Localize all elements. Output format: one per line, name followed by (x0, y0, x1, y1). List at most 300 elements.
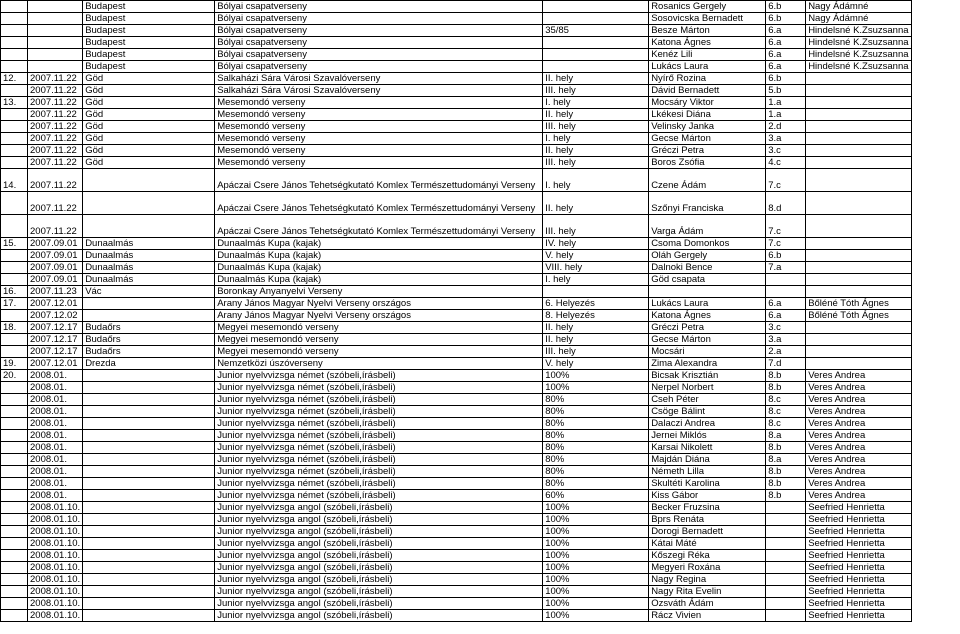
city-cell: Budapest (83, 37, 215, 49)
entry-number-cell (1, 145, 28, 157)
competition-cell: Nemzetközi úszóverseny (215, 358, 543, 370)
date-cell: 2007.12.17 (28, 322, 83, 334)
city-cell: Göd (83, 73, 215, 85)
city-cell (83, 478, 215, 490)
class-cell (766, 286, 806, 298)
class-cell: 8.c (766, 418, 806, 430)
student-name-cell: Zima Alexandra (649, 358, 766, 370)
competition-cell: Junior nyelvvizsga angol (szóbeli,írásbeli) (215, 550, 543, 562)
competition-cell: Junior nyelvvizsga angol (szóbeli,írásbeli) (215, 610, 543, 622)
result-cell: II. hely (543, 192, 649, 215)
entry-number-cell (1, 250, 28, 262)
table-row (1, 97, 912, 109)
entry-number-cell: 12. (1, 73, 28, 85)
table-row (1, 562, 912, 574)
date-cell: 2008.01. (28, 490, 83, 502)
teacher-cell: Veres Andrea (806, 382, 912, 394)
city-cell (83, 215, 215, 238)
teacher-cell (806, 97, 912, 109)
teacher-cell: Veres Andrea (806, 394, 912, 406)
student-name-cell: Csöge Bálint (649, 406, 766, 418)
date-cell: 2007.11.22 (28, 97, 83, 109)
date-cell: 2007.11.22 (28, 157, 83, 169)
table-row (1, 25, 912, 37)
entry-number-cell (1, 550, 28, 562)
student-name-cell: Megyeri Roxána (649, 562, 766, 574)
result-cell (543, 37, 649, 49)
results-table-body (1, 1, 912, 622)
city-cell: Göd (83, 121, 215, 133)
teacher-cell (806, 169, 912, 192)
table-row (1, 37, 912, 49)
class-cell (766, 598, 806, 610)
entry-number-cell (1, 514, 28, 526)
table-row (1, 478, 912, 490)
city-cell: Budapest (83, 13, 215, 25)
student-name-cell: Csoma Domonkos (649, 238, 766, 250)
result-cell: 100% (543, 610, 649, 622)
competition-cell: Bólyai csapatverseny (215, 61, 543, 73)
city-cell: Budapest (83, 49, 215, 61)
student-name-cell: Nagy Regina (649, 574, 766, 586)
result-cell: III. hely (543, 215, 649, 238)
teacher-cell (806, 334, 912, 346)
class-cell: 5.b (766, 85, 806, 97)
table-row (1, 442, 912, 454)
table-row (1, 250, 912, 262)
table-row (1, 121, 912, 133)
competition-cell: Megyei mesemondó verseny (215, 334, 543, 346)
competition-cell: Junior nyelvvizsga angol (szóbeli,írásbeli) (215, 526, 543, 538)
entry-number-cell (1, 85, 28, 97)
date-cell: 2008.01.10. (28, 574, 83, 586)
class-cell: 8.c (766, 394, 806, 406)
city-cell (83, 490, 215, 502)
city-cell (83, 562, 215, 574)
date-cell: 2008.01. (28, 418, 83, 430)
student-name-cell: Varga Ádám (649, 215, 766, 238)
student-name-cell: Gecse Márton (649, 133, 766, 145)
class-cell: 2.d (766, 121, 806, 133)
competition-cell: Junior nyelvvizsga német (szóbeli,írásbeli) (215, 430, 543, 442)
competition-cell: Mesemondó verseny (215, 133, 543, 145)
competition-cell: Junior nyelvvizsga német (szóbeli,írásbeli) (215, 370, 543, 382)
entry-number-cell (1, 586, 28, 598)
result-cell: 100% (543, 382, 649, 394)
city-cell: Dunaalmás (83, 262, 215, 274)
student-name-cell: Szőnyi Franciska (649, 192, 766, 215)
table-row (1, 538, 912, 550)
city-cell (83, 370, 215, 382)
entry-number-cell: 20. (1, 370, 28, 382)
city-cell (83, 406, 215, 418)
date-cell: 2008.01. (28, 478, 83, 490)
student-name-cell: Gréczi Petra (649, 145, 766, 157)
competition-cell: Junior nyelvvizsga angol (szóbeli,írásbeli) (215, 574, 543, 586)
city-cell (83, 502, 215, 514)
date-cell (28, 13, 83, 25)
result-cell: 80% (543, 478, 649, 490)
class-cell: 8.b (766, 478, 806, 490)
city-cell (83, 610, 215, 622)
class-cell: 8.d (766, 192, 806, 215)
date-cell: 2008.01.10. (28, 610, 83, 622)
result-cell: 100% (543, 370, 649, 382)
date-cell: 2008.01.10. (28, 514, 83, 526)
result-cell: II. hely (543, 322, 649, 334)
student-name-cell: Nyírő Rozina (649, 73, 766, 85)
city-cell (83, 550, 215, 562)
competition-cell: Junior nyelvvizsga német (szóbeli,írásbeli) (215, 394, 543, 406)
competition-cell: Apáczai Csere János Tehetségkutató Komlex Természettudományi Verseny (215, 192, 543, 215)
student-name-cell: Karsai Nikolett (649, 442, 766, 454)
entry-number-cell (1, 61, 28, 73)
date-cell: 2008.01.10. (28, 598, 83, 610)
teacher-cell: Veres Andrea (806, 430, 912, 442)
entry-number-cell: 17. (1, 298, 28, 310)
student-name-cell: Bprs Renáta (649, 514, 766, 526)
city-cell: Göd (83, 97, 215, 109)
teacher-cell (806, 238, 912, 250)
entry-number-cell (1, 418, 28, 430)
student-name-cell: Besze Márton (649, 25, 766, 37)
class-cell: 4.c (766, 157, 806, 169)
city-cell: Göd (83, 133, 215, 145)
competition-cell: Mesemondó verseny (215, 121, 543, 133)
table-row (1, 418, 912, 430)
competition-cell: Junior nyelvvizsga angol (szóbeli,írásbeli) (215, 598, 543, 610)
table-row (1, 490, 912, 502)
table-row (1, 13, 912, 25)
teacher-cell: Bőléné Tóth Ágnes (806, 310, 912, 322)
table-row (1, 298, 912, 310)
table-row (1, 109, 912, 121)
city-cell: Budaőrs (83, 346, 215, 358)
entry-number-cell: 18. (1, 322, 28, 334)
class-cell: 6.b (766, 250, 806, 262)
date-cell: 2008.01.10. (28, 502, 83, 514)
competition-cell: Mesemondó verseny (215, 97, 543, 109)
teacher-cell: Veres Andrea (806, 406, 912, 418)
entry-number-cell: 16. (1, 286, 28, 298)
city-cell: Göd (83, 145, 215, 157)
city-cell (83, 442, 215, 454)
date-cell: 2007.12.17 (28, 334, 83, 346)
result-cell: 80% (543, 442, 649, 454)
table-row (1, 454, 912, 466)
entry-number-cell (1, 382, 28, 394)
result-cell: II. hely (543, 73, 649, 85)
result-cell (543, 49, 649, 61)
date-cell: 2007.11.22 (28, 169, 83, 192)
competition-cell: Junior nyelvvizsga angol (szóbeli,írásbeli) (215, 538, 543, 550)
student-name-cell: Gréczi Petra (649, 322, 766, 334)
entry-number-cell (1, 274, 28, 286)
class-cell (766, 274, 806, 286)
student-name-cell: Mocsári (649, 346, 766, 358)
teacher-cell: Seefried Henrietta (806, 526, 912, 538)
teacher-cell: Seefried Henrietta (806, 610, 912, 622)
city-cell (83, 298, 215, 310)
result-cell: I. hely (543, 97, 649, 109)
class-cell: 6.a (766, 49, 806, 61)
city-cell (83, 454, 215, 466)
teacher-cell: Hindelsné K.Zsuzsanna (806, 25, 912, 37)
class-cell: 6.a (766, 298, 806, 310)
entry-number-cell (1, 454, 28, 466)
competition-cell: Bólyai csapatverseny (215, 49, 543, 61)
result-cell (543, 13, 649, 25)
entry-number-cell (1, 490, 28, 502)
result-cell (543, 1, 649, 13)
table-row (1, 85, 912, 97)
student-name-cell: Becker Fruzsina (649, 502, 766, 514)
competition-cell: Boronkay Anyanyelvi Verseny (215, 286, 543, 298)
result-cell: 100% (543, 586, 649, 598)
date-cell (28, 37, 83, 49)
result-cell: 80% (543, 454, 649, 466)
teacher-cell: Seefried Henrietta (806, 538, 912, 550)
competition-cell: Mesemondó verseny (215, 109, 543, 121)
result-cell: III. hely (543, 121, 649, 133)
date-cell: 2007.11.22 (28, 73, 83, 85)
table-row (1, 334, 912, 346)
result-cell: 100% (543, 538, 649, 550)
result-cell: 80% (543, 406, 649, 418)
entry-number-cell: 13. (1, 97, 28, 109)
student-name-cell: Majdán Diána (649, 454, 766, 466)
teacher-cell: Veres Andrea (806, 490, 912, 502)
teacher-cell: Seefried Henrietta (806, 562, 912, 574)
competition-cell: Bólyai csapatverseny (215, 37, 543, 49)
date-cell: 2008.01.10. (28, 538, 83, 550)
date-cell: 2008.01.10. (28, 526, 83, 538)
competition-cell: Mesemondó verseny (215, 157, 543, 169)
entry-number-cell (1, 526, 28, 538)
teacher-cell (806, 286, 912, 298)
date-cell: 2008.01.10. (28, 550, 83, 562)
competition-cell: Bólyai csapatverseny (215, 25, 543, 37)
table-row (1, 502, 912, 514)
competition-cell: Dunaalmás Kupa (kajak) (215, 274, 543, 286)
table-row (1, 157, 912, 169)
result-cell: III. hely (543, 157, 649, 169)
city-cell (83, 598, 215, 610)
entry-number-cell (1, 109, 28, 121)
date-cell: 2008.01. (28, 430, 83, 442)
entry-number-cell (1, 49, 28, 61)
table-row (1, 73, 912, 85)
teacher-cell (806, 192, 912, 215)
city-cell (83, 574, 215, 586)
teacher-cell: Seefried Henrietta (806, 502, 912, 514)
class-cell: 7.c (766, 215, 806, 238)
entry-number-cell (1, 37, 28, 49)
date-cell: 2007.11.22 (28, 109, 83, 121)
competition-cell: Junior nyelvvizsga német (szóbeli,írásbeli) (215, 454, 543, 466)
city-cell (83, 538, 215, 550)
result-cell: V. hely (543, 358, 649, 370)
city-cell: Dunaalmás (83, 238, 215, 250)
class-cell: 8.b (766, 466, 806, 478)
entry-number-cell (1, 406, 28, 418)
class-cell: 1.a (766, 109, 806, 121)
class-cell: 6.a (766, 310, 806, 322)
table-row (1, 169, 912, 192)
teacher-cell: Hindelsné K.Zsuzsanna (806, 49, 912, 61)
class-cell: 6.b (766, 73, 806, 85)
student-name-cell: Katona Ágnes (649, 37, 766, 49)
result-cell (543, 286, 649, 298)
teacher-cell: Veres Andrea (806, 418, 912, 430)
class-cell: 6.a (766, 61, 806, 73)
result-cell: 80% (543, 430, 649, 442)
city-cell: Göd (83, 85, 215, 97)
city-cell (83, 466, 215, 478)
class-cell: 3.c (766, 322, 806, 334)
competition-cell: Junior nyelvvizsga német (szóbeli,írásbeli) (215, 478, 543, 490)
class-cell: 1.a (766, 97, 806, 109)
class-cell: 7.a (766, 262, 806, 274)
teacher-cell (806, 157, 912, 169)
table-row (1, 358, 912, 370)
student-name-cell (649, 286, 766, 298)
date-cell: 2008.01. (28, 406, 83, 418)
teacher-cell: Veres Andrea (806, 466, 912, 478)
teacher-cell: Nagy Ádámné (806, 1, 912, 13)
teacher-cell (806, 262, 912, 274)
competition-cell: Apáczai Csere János Tehetségkutató Komlex Természettudományi Verseny (215, 215, 543, 238)
result-cell: VIII. hely (543, 262, 649, 274)
date-cell: 2007.11.23 (28, 286, 83, 298)
city-cell: Budapest (83, 1, 215, 13)
table-row (1, 286, 912, 298)
class-cell (766, 550, 806, 562)
class-cell (766, 610, 806, 622)
entry-number-cell (1, 502, 28, 514)
class-cell (766, 562, 806, 574)
teacher-cell (806, 250, 912, 262)
competition-cell: Megyei mesemondó verseny (215, 322, 543, 334)
result-cell: I. hely (543, 133, 649, 145)
entry-number-cell (1, 25, 28, 37)
teacher-cell: Veres Andrea (806, 370, 912, 382)
city-cell: Budapest (83, 25, 215, 37)
date-cell: 2007.11.22 (28, 85, 83, 97)
date-cell (28, 25, 83, 37)
date-cell (28, 1, 83, 13)
entry-number-cell (1, 478, 28, 490)
teacher-cell: Veres Andrea (806, 478, 912, 490)
city-cell: Dunaalmás (83, 274, 215, 286)
teacher-cell (806, 85, 912, 97)
date-cell: 2007.11.22 (28, 145, 83, 157)
teacher-cell: Seefried Henrietta (806, 550, 912, 562)
city-cell: Dunaalmás (83, 250, 215, 262)
teacher-cell: Hindelsné K.Zsuzsanna (806, 37, 912, 49)
competition-cell: Junior nyelvvizsga angol (szóbeli,írásbeli) (215, 562, 543, 574)
competition-cell: Junior nyelvvizsga német (szóbeli,írásbeli) (215, 466, 543, 478)
competition-cell: Dunaalmás Kupa (kajak) (215, 250, 543, 262)
city-cell (83, 430, 215, 442)
student-name-cell: Rosanics Gergely (649, 1, 766, 13)
date-cell: 2007.11.22 (28, 192, 83, 215)
date-cell: 2007.12.17 (28, 346, 83, 358)
entry-number-cell (1, 538, 28, 550)
entry-number-cell: 19. (1, 358, 28, 370)
class-cell: 6.a (766, 25, 806, 37)
result-cell: 35/85 (543, 25, 649, 37)
teacher-cell (806, 109, 912, 121)
result-cell: 80% (543, 466, 649, 478)
entry-number-cell (1, 157, 28, 169)
student-name-cell: Bicsak Krisztián (649, 370, 766, 382)
table-row (1, 133, 912, 145)
student-name-cell: Lukács Laura (649, 61, 766, 73)
class-cell: 3.c (766, 145, 806, 157)
table-row (1, 322, 912, 334)
student-name-cell: Velinsky Janka (649, 121, 766, 133)
city-cell (83, 382, 215, 394)
competition-cell: Junior nyelvvizsga német (szóbeli,írásbeli) (215, 406, 543, 418)
date-cell (28, 61, 83, 73)
teacher-cell (806, 133, 912, 145)
class-cell: 3.a (766, 133, 806, 145)
competition-cell: Junior nyelvvizsga német (szóbeli,írásbeli) (215, 418, 543, 430)
date-cell: 2007.12.01 (28, 298, 83, 310)
competition-cell: Junior nyelvvizsga német (szóbeli,írásbeli) (215, 490, 543, 502)
city-cell: Göd (83, 157, 215, 169)
student-name-cell: Sosovicska Bernadett (649, 13, 766, 25)
date-cell: 2007.09.01 (28, 274, 83, 286)
class-cell: 2.a (766, 346, 806, 358)
teacher-cell (806, 346, 912, 358)
entry-number-cell (1, 598, 28, 610)
student-name-cell: Cseh Péter (649, 394, 766, 406)
teacher-cell: Seefried Henrietta (806, 574, 912, 586)
result-cell: V. hely (543, 250, 649, 262)
teacher-cell: Hindelsné K.Zsuzsanna (806, 61, 912, 73)
student-name-cell: Jernei Miklós (649, 430, 766, 442)
competition-cell: Mesemondó verseny (215, 145, 543, 157)
student-name-cell: Rácz Vivien (649, 610, 766, 622)
city-cell (83, 526, 215, 538)
student-name-cell: Gecse Márton (649, 334, 766, 346)
competition-cell: Junior nyelvvizsga angol (szóbeli,írásbeli) (215, 514, 543, 526)
table-row (1, 262, 912, 274)
result-cell: 100% (543, 502, 649, 514)
class-cell: 8.a (766, 454, 806, 466)
student-name-cell: Czene Ádám (649, 169, 766, 192)
class-cell: 6.b (766, 1, 806, 13)
result-cell: I. hely (543, 274, 649, 286)
entry-number-cell (1, 346, 28, 358)
result-cell: II. hely (543, 145, 649, 157)
competition-cell: Junior nyelvvizsga német (szóbeli,írásbeli) (215, 442, 543, 454)
entry-number-cell (1, 442, 28, 454)
date-cell: 2007.11.22 (28, 215, 83, 238)
entry-number-cell (1, 394, 28, 406)
date-cell: 2007.11.22 (28, 121, 83, 133)
date-cell: 2008.01. (28, 442, 83, 454)
table-row (1, 514, 912, 526)
teacher-cell (806, 145, 912, 157)
city-cell (83, 394, 215, 406)
class-cell: 8.a (766, 430, 806, 442)
city-cell: Budapest (83, 61, 215, 73)
class-cell: 8.c (766, 406, 806, 418)
class-cell (766, 574, 806, 586)
